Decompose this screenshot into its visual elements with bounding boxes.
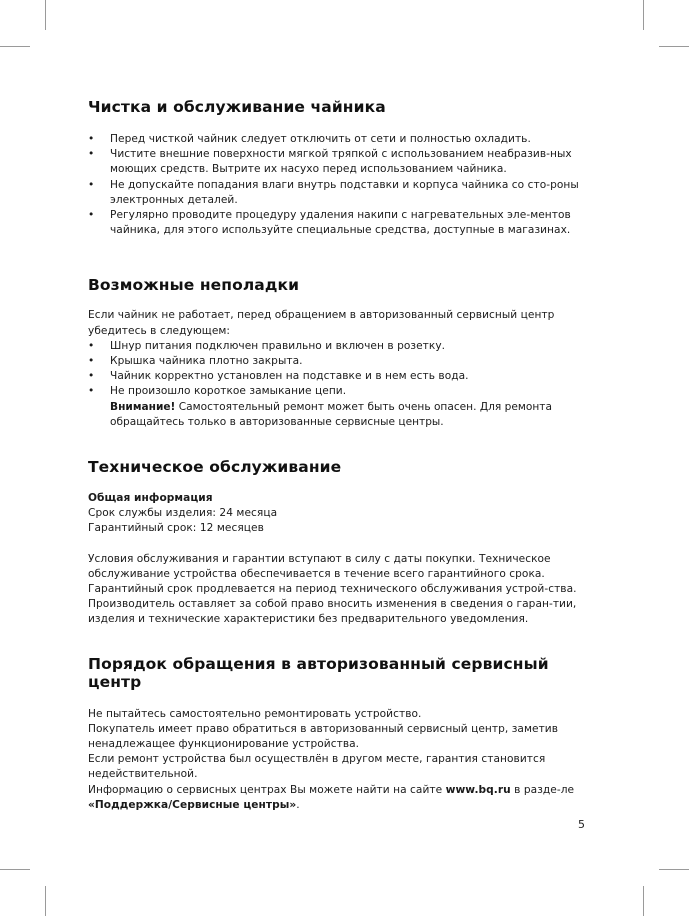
crop-mark-bottom-left-h (0, 869, 30, 870)
crop-mark-bottom-right-v (643, 886, 644, 916)
bullet: • (88, 385, 95, 398)
list-item-text: Чистите внешние поверхности мягкой тряпкой с использованием неабразив-ных моющих средств. Вытрите их насухо перед использованием чайника. (110, 148, 572, 176)
bullet: • (88, 133, 95, 145)
warning-label: Внимание! (110, 400, 176, 413)
service-line-1: Не пытайтесь самостоятельно ремонтировать устройство. (88, 707, 422, 720)
cleaning-list (88, 132, 588, 238)
section-title-troubleshooting: Возможные неполадки (88, 276, 300, 295)
service-line-3: Если ремонт устройства был осуществлён в другом месте, гарантия становится недействительной. (88, 753, 546, 781)
list-item (88, 354, 588, 369)
general-info-heading (88, 491, 588, 506)
page-content (88, 98, 588, 813)
list-item (88, 208, 588, 238)
list-item-text: Регулярно проводите процедуру удаления накипи с нагревательных эле-ментов чайника, для этого используйте специальные средства, доступные в магазинах. (110, 209, 571, 237)
bullet: • (88, 370, 95, 383)
support-section-link[interactable]: «Поддержка/Сервисные центры» (88, 798, 297, 811)
bullet: • (88, 148, 95, 161)
list-item (88, 339, 588, 354)
warranty-period: Гарантийный срок: 12 месяцев (88, 522, 264, 535)
list-item-text: Не произошло короткое замыкание цепи. (110, 385, 347, 398)
section-title-cleaning: Чистка и обслуживание чайника (88, 98, 386, 116)
crop-mark-top-left-v (45, 0, 46, 30)
section-title-maintenance: Техническое обслуживание (88, 458, 342, 477)
bullet: • (88, 178, 95, 191)
crop-mark-bottom-right-h (659, 869, 689, 870)
troubleshooting-intro: Если чайник не работает, перед обращением в авторизованный сервисный центр убедитесь в следующем: (88, 309, 555, 337)
bullet: • (88, 209, 95, 222)
bullet: • (88, 339, 95, 352)
list-item (88, 132, 588, 147)
crop-mark-top-right-v (643, 0, 644, 30)
bullet: • (88, 355, 95, 368)
crop-mark-top-right-h (659, 46, 689, 47)
service-line-2: Покупатель имеет право обратиться в авторизованный сервисный центр, заметив ненадлежащее функционирование устройства. (88, 722, 559, 751)
list-item (88, 369, 588, 384)
website-link[interactable]: www.bq.ru (445, 783, 511, 796)
crop-mark-top-left-h (0, 46, 30, 47)
list-item (88, 147, 588, 177)
list-item-text: Перед чисткой чайник следует отключить от сети и полностью охладить. (110, 133, 531, 145)
general-info-label: Общая информация (88, 492, 213, 505)
manufacturer-paragraph: Производитель оставляет за собой право вносить изменения в сведения о гаран-тии, изделия и технические характеристики без предварительного уведомления. (88, 598, 577, 626)
list-item (88, 384, 588, 399)
list-item-text: Чайник корректно установлен на подставке и в нем есть вода. (110, 370, 469, 383)
warranty-paragraph: Условия обслуживания и гарантии вступают в силу с даты покупки. Техническое обслуживание устройства обеспечивается в течение всего гарантийного срока. Гарантийный срок продлевается на период технического обслуживания устрой-ства. (88, 552, 577, 596)
warning-text: Самостоятельный ремонт может быть очень опасен. Для ремонта обращайтесь только в авторизованные сервисные центры. (110, 400, 552, 428)
page-number: 5 (578, 818, 585, 831)
list-item-text: Крышка чайника плотно закрыта. (110, 355, 303, 368)
list-item-text: Шнур питания подключен правильно и включен в розетку. (110, 339, 446, 352)
warning-note (88, 400, 588, 430)
service-line-4-mid: в разде-ле (510, 783, 575, 796)
list-item-text: Не допускайте попадания влаги внутрь подставки и корпуса чайника со сто-роны электронных деталей. (110, 178, 579, 206)
crop-mark-bottom-left-v (45, 886, 46, 916)
service-life: Срок службы изделия: 24 месяца (88, 507, 278, 520)
list-item (88, 178, 588, 208)
service-line-4 (88, 783, 588, 813)
spacer (88, 537, 588, 552)
section-title-service-center: Порядок обращения в авторизованный сервисный центр (88, 654, 549, 691)
service-line-4-end: . (296, 798, 300, 811)
troubleshooting-list (88, 339, 588, 400)
service-line-4-start: Информацию о сервисных центрах Вы можете найти на сайте (88, 783, 446, 796)
